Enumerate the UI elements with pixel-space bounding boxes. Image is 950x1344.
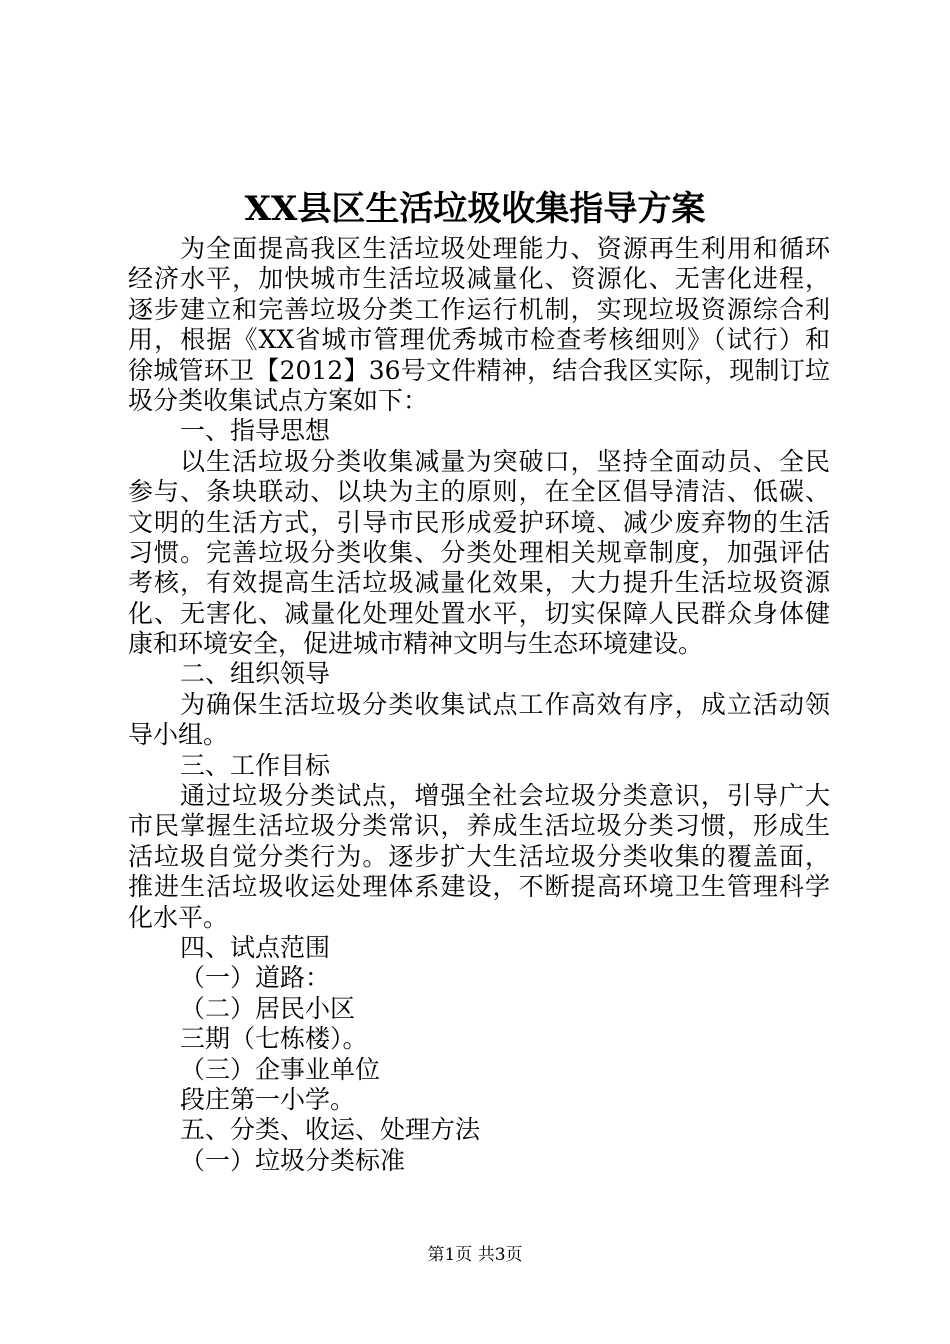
paragraph-line: 化水平。: [128, 902, 229, 932]
paragraph-line: 经济水平，加快城市生活垃圾减量化、资源化、无害化进程，: [128, 264, 830, 294]
subsection-heading: （二）居民小区: [180, 993, 356, 1023]
section-heading: 五、分类、收运、处理方法: [180, 1115, 481, 1145]
paragraph-line: 参与、条块联动、以块为主的原则，在全区倡导清洁、低碳、: [128, 477, 830, 507]
paragraph-line: 活垃圾自觉分类行为。逐步扩大生活垃圾分类收集的覆盖面，: [128, 841, 830, 871]
paragraph-line: 康和环境安全，促进城市精神文明与生态环境建设。: [128, 629, 704, 659]
paragraph-line: 习惯。完善垃圾分类收集、分类处理相关规章制度，加强评估: [128, 537, 830, 567]
paragraph-line: 为全面提高我区生活垃圾处理能力、资源再生利用和循环: [180, 234, 830, 263]
page-footer: 第1页 共3页: [427, 1245, 523, 1265]
paragraph-line: 化、无害化、减量化处理处置水平，切实保障人民群众身体健: [128, 598, 830, 628]
paragraph-line: 用，根据《XX省城市管理优秀城市检查考核细则》（试行）和: [128, 325, 830, 355]
paragraph-line: 市民掌握生活垃圾分类常识，养成生活垃圾分类习惯，形成生: [128, 811, 830, 841]
paragraph-line: 段庄第一小学。: [180, 1084, 356, 1114]
paragraph-line: 导小组。: [128, 720, 229, 750]
paragraph-line: 为确保生活垃圾分类收集试点工作高效有序，成立活动领: [180, 689, 830, 719]
paragraph-line: 文明的生活方式，引导市民形成爱护环境、减少废弃物的生活: [128, 507, 830, 537]
paragraph-line: 圾分类收集试点方案如下：: [128, 385, 429, 415]
subsection-heading: （一）垃圾分类标准: [180, 1145, 406, 1175]
subsection-heading: （三）企事业单位: [180, 1054, 381, 1084]
section-heading: 三、工作目标: [180, 750, 331, 780]
paragraph-line: 三期（七栋楼）。: [180, 1024, 368, 1054]
paragraph-line: 以生活垃圾分类收集减量为突破口，坚持全面动员、全民: [180, 446, 830, 476]
paragraph-line: 通过垃圾分类试点，增强全社会垃圾分类意识，引导广大: [180, 781, 830, 811]
document-body: [128, 234, 830, 1176]
paragraph-line: 逐步建立和完善垃圾分类工作运行机制，实现垃圾资源综合利: [128, 294, 830, 324]
subsection-heading: （一）道路：: [180, 963, 331, 993]
section-heading: 二、组织领导: [180, 659, 331, 689]
document-title: XX县区生活垃圾收集指导方案: [244, 189, 706, 229]
section-heading: 四、试点范围: [180, 932, 331, 962]
section-heading: 一、指导思想: [180, 416, 331, 446]
paragraph-line: 考核，有效提高生活垃圾减量化效果，大力提升生活垃圾资源: [128, 568, 830, 598]
paragraph-line: 推进生活垃圾收运处理体系建设，不断提高环境卫生管理科学: [128, 872, 830, 902]
paragraph-line: 徐城管环卫【2012】36号文件精神，结合我区实际，现制订垃: [128, 355, 830, 385]
